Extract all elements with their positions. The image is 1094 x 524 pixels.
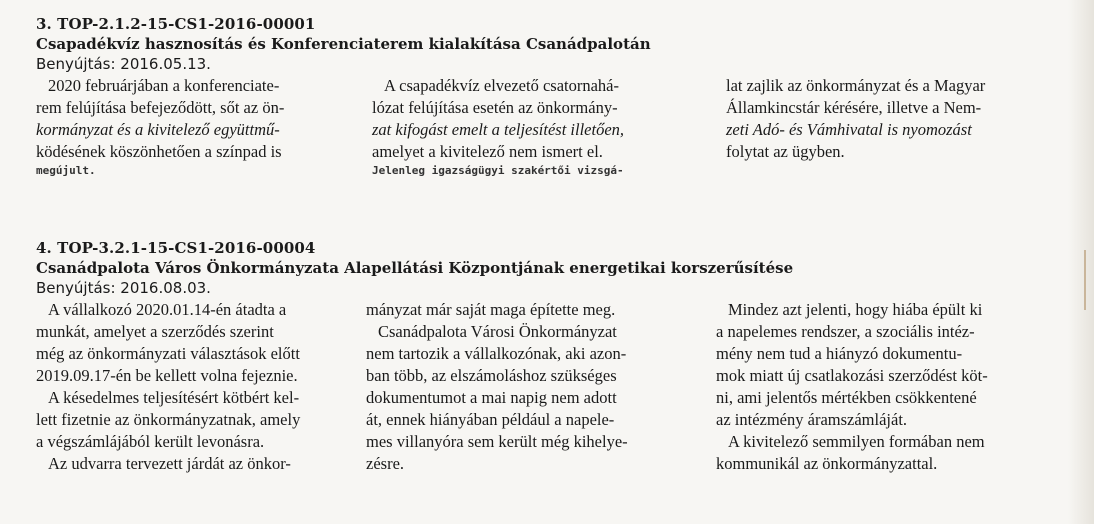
submission-date: Benyújtás: 2016.05.13.: [36, 55, 211, 73]
text-line: folytat az ügyben.: [726, 142, 845, 161]
text-line: ködésének köszönhetően a színpad is: [36, 142, 282, 161]
project-title: Csapadékvíz hasznosítás és Konferenciaterem kialakítása Csanádpalotán: [36, 35, 651, 53]
text-line: a napelemes rendszer, a szociális intéz-: [716, 322, 975, 341]
text-line: mes villanyóra sem került még kihelye-: [366, 432, 628, 451]
text-column-2: [366, 299, 706, 475]
text-line: dokumentumot a mai napig nem adott: [366, 388, 617, 407]
text-line: rem felújítása befejeződött, sőt az ön-: [36, 98, 285, 117]
text-line: A késedelmes teljesítésért kötbért kel-: [48, 388, 300, 407]
text-line: ni, ami jelentős mértékben csökkentené: [716, 388, 977, 407]
text-column-3: [716, 299, 1056, 475]
text-line: 2020 februárjában a konferenciate-: [48, 76, 280, 95]
text-line: nem tartozik a vállalkozónak, aki azon-: [366, 344, 627, 363]
text-line: mény nem tud a hiányzó dokumentu-: [716, 344, 963, 363]
text-column-1: [36, 75, 336, 179]
text-line: Államkincstár kérésére, illetve a Nem-: [726, 98, 982, 117]
text-line: A kivitelező semmilyen formában nem: [728, 432, 985, 451]
text-line: A csapadékvíz elvezető csatornahá-: [384, 76, 620, 95]
text-line: zésre.: [366, 454, 405, 473]
text-line: lózat felújítása esetén az önkormány-: [372, 98, 618, 117]
project-number: 3. TOP-2.1.2-15-CS1-2016-00001: [36, 15, 316, 33]
page-margin-mark: [1084, 250, 1086, 310]
text-line: munkát, amelyet a szerződés szerint: [36, 322, 274, 341]
project-title: Csanádpalota Város Önkormányzata Alapellátási Központjának energetikai korszerűsítése: [36, 259, 794, 277]
page-edge-shadow: [1068, 0, 1094, 524]
text-line: Csanádpalota Városi Önkormányzat: [378, 322, 617, 341]
text-line: kommunikál az önkormányzattal.: [716, 454, 938, 473]
text-line: lett fizetnie az önkormányzatnak, amely: [36, 410, 301, 429]
text-line: Az udvarra tervezett járdát az önkor-: [48, 454, 291, 473]
text-line: mányzat már saját maga építette meg.: [366, 300, 616, 319]
project-section-3: [36, 14, 1066, 177]
text-column-1: [36, 299, 342, 475]
text-line: zat kifogást emelt a teljesítést illetően,: [372, 120, 625, 139]
text-line: lat zajlik az önkormányzat és a Magyar: [726, 76, 986, 95]
text-line: az intézmény áramszámláját.: [716, 410, 908, 429]
text-line: mok miatt új csatlakozási szerződést köt-: [716, 366, 988, 385]
text-line: zeti Adó- és Vámhivatal is nyomozást: [726, 120, 972, 139]
submission-date: Benyújtás: 2016.08.03.: [36, 279, 211, 297]
text-line: ban több, az elszámoláshoz szükséges: [366, 366, 617, 385]
text-line: megújult.: [36, 164, 96, 177]
text-line: még az önkormányzati választások előtt: [36, 344, 300, 363]
text-line: át, ennek hiányában például a napele-: [366, 410, 615, 429]
text-line: kormányzat és a kivitelező együttmű-: [36, 120, 280, 139]
text-line: Jelenleg igazságügyi szakértői vizsgá-: [372, 164, 624, 177]
text-line: Mindez azt jelenti, hogy hiába épült ki: [728, 300, 983, 319]
project-number: 4. TOP-3.2.1-15-CS1-2016-00004: [36, 239, 316, 257]
text-column-3: [726, 75, 1046, 163]
text-line: 2019.09.17-én be kellett volna fejeznie.: [36, 366, 298, 385]
text-line: amelyet a kivitelező nem ismert el.: [372, 142, 603, 161]
text-column-2: [372, 75, 692, 179]
text-line: A vállalkozó 2020.01.14-én átadta a: [48, 300, 287, 319]
project-section-4: [36, 238, 1066, 473]
text-line: a végszámlájából került levonásra.: [36, 432, 265, 451]
